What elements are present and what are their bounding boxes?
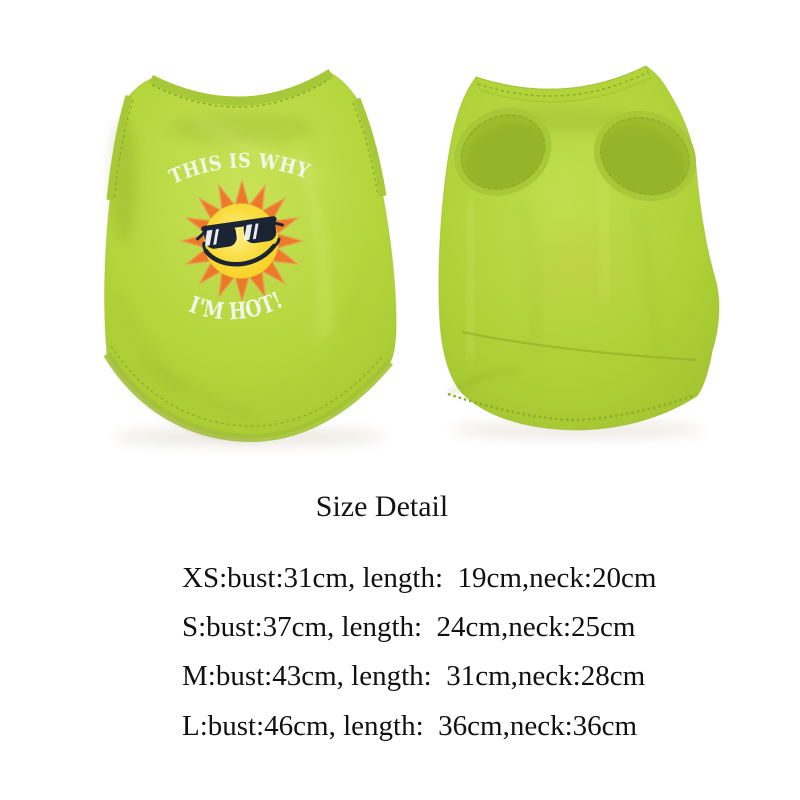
size-detail-title: Size Detail — [315, 490, 449, 523]
size-row-xs: XS:bust:31cm, length: 19cm,neck:20cm — [182, 562, 657, 594]
back-vest — [439, 66, 719, 430]
print-text-top: THIS IS WHY — [165, 148, 315, 189]
size-row-m: M:bust:43cm, length: 31cm,neck:28cm — [182, 660, 646, 692]
print-text-bottom: I'M HOT! — [185, 285, 289, 327]
front-vest — [105, 73, 397, 440]
size-row-l: L:bust:46cm, length: 36cm,neck:36cm — [182, 710, 638, 742]
size-row-s: S:bust:37cm, length: 24cm,neck:25cm — [182, 611, 636, 643]
